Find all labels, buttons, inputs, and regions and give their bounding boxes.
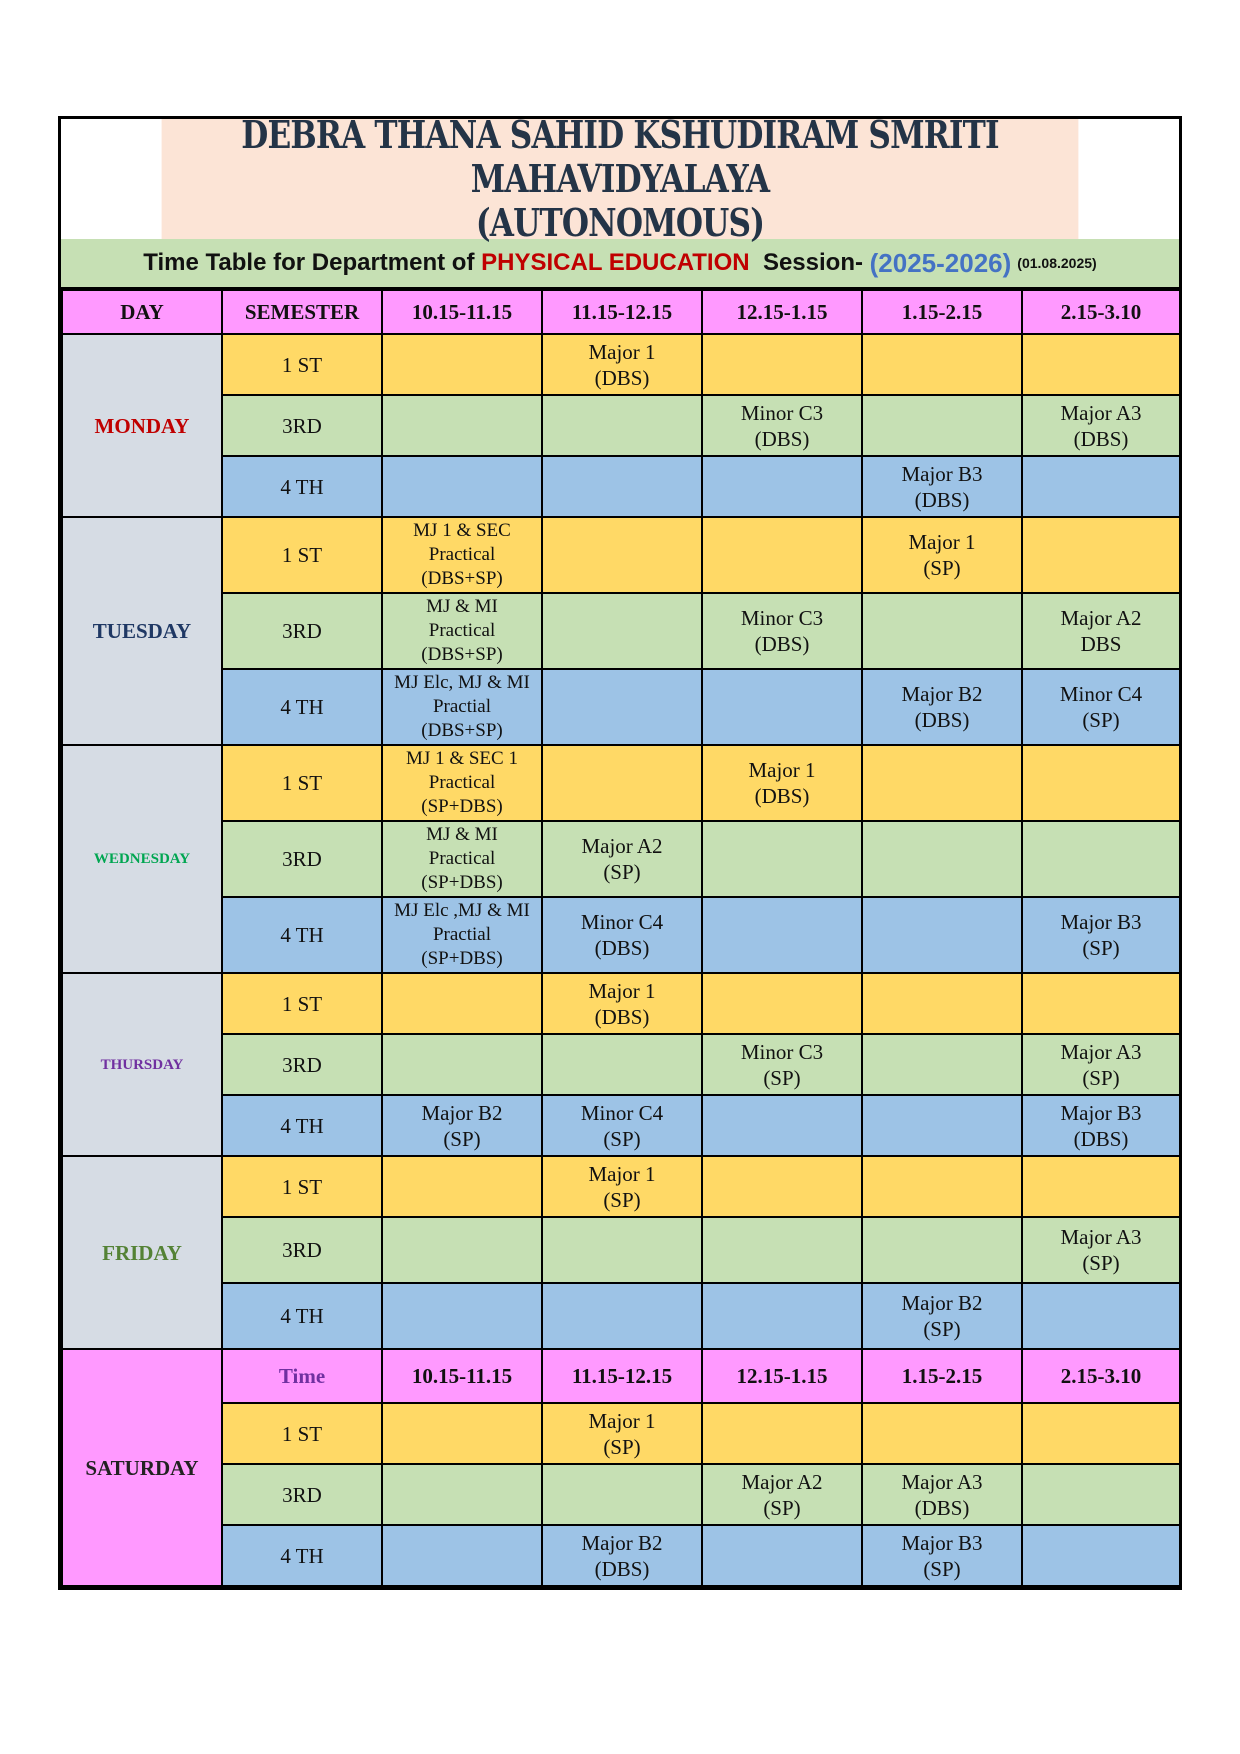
class-cell: Major A2 (SP) <box>702 1464 862 1525</box>
class-cell <box>382 1464 542 1525</box>
class-cell <box>542 1034 702 1095</box>
semester-label: 3RD <box>222 395 382 456</box>
semester-row <box>62 1217 1180 1283</box>
class-cell <box>382 1034 542 1095</box>
class-cell <box>1022 973 1180 1034</box>
class-cell <box>862 1217 1022 1283</box>
col-header-slot: 10.15-11.15 <box>382 290 542 334</box>
class-cell: Minor C4 (SP) <box>542 1095 702 1156</box>
class-cell: Major B2 (SP) <box>862 1283 1022 1349</box>
class-cell <box>702 517 862 593</box>
time-label: Time <box>222 1349 382 1403</box>
class-cell <box>1022 1156 1180 1217</box>
class-cell: Major A2 DBS <box>1022 593 1180 669</box>
semester-label: 3RD <box>222 1034 382 1095</box>
timetable-grid <box>61 289 1181 1587</box>
day-label: FRIDAY <box>62 1156 222 1349</box>
class-cell: Major 1 (DBS) <box>702 745 862 821</box>
class-cell: Major A2 (SP) <box>542 821 702 897</box>
class-cell <box>702 1403 862 1464</box>
class-cell <box>382 973 542 1034</box>
semester-label: 1 ST <box>222 745 382 821</box>
class-cell <box>862 1095 1022 1156</box>
class-cell <box>1022 1464 1180 1525</box>
subtitle-prefix: Time Table for Department of <box>143 249 475 276</box>
department-name: PHYSICAL EDUCATION <box>481 249 750 276</box>
class-cell <box>862 1403 1022 1464</box>
class-cell <box>542 395 702 456</box>
class-cell <box>1022 821 1180 897</box>
semester-label: 4 TH <box>222 669 382 745</box>
class-cell: MJ Elc ,MJ & MI Practial (SP+DBS) <box>382 897 542 973</box>
class-cell <box>382 1283 542 1349</box>
semester-label: 4 TH <box>222 1283 382 1349</box>
class-cell <box>382 395 542 456</box>
class-cell: Major 1 (SP) <box>542 1156 702 1217</box>
class-cell <box>862 593 1022 669</box>
class-cell <box>862 973 1022 1034</box>
col-header-semester: SEMESTER <box>222 290 382 334</box>
semester-row <box>62 669 1180 745</box>
class-cell <box>382 1525 542 1586</box>
session-years: (2025-2026) <box>869 247 1012 278</box>
semester-row <box>62 334 1180 395</box>
class-cell <box>542 517 702 593</box>
class-cell <box>542 745 702 821</box>
class-cell <box>382 1156 542 1217</box>
day-label: THURSDAY <box>62 973 222 1156</box>
semester-row <box>62 745 1180 821</box>
class-cell <box>1022 456 1180 517</box>
class-cell <box>1022 1525 1180 1586</box>
col-header-slot: 1.15-2.15 <box>862 290 1022 334</box>
class-cell <box>542 1283 702 1349</box>
class-cell <box>702 1525 862 1586</box>
class-cell <box>1022 1403 1180 1464</box>
class-cell: Major A3 (DBS) <box>862 1464 1022 1525</box>
class-cell <box>542 593 702 669</box>
class-cell <box>1022 745 1180 821</box>
college-status: (AUTONOMOUS) <box>475 200 765 245</box>
semester-row <box>62 395 1180 456</box>
class-cell <box>702 1283 862 1349</box>
class-cell <box>702 973 862 1034</box>
semester-label: 4 TH <box>222 1095 382 1156</box>
col-header-day: DAY <box>62 290 222 334</box>
class-cell <box>542 669 702 745</box>
class-cell <box>862 897 1022 973</box>
class-cell <box>542 456 702 517</box>
semester-row <box>62 1403 1180 1464</box>
class-cell <box>702 456 862 517</box>
class-cell: Major 1 (DBS) <box>542 973 702 1034</box>
college-title <box>162 112 1079 245</box>
class-cell: MJ & MI Practical (DBS+SP) <box>382 593 542 669</box>
class-cell <box>862 1034 1022 1095</box>
class-cell <box>1022 334 1180 395</box>
class-cell <box>1022 1283 1180 1349</box>
class-cell: Major B3 (SP) <box>862 1525 1022 1586</box>
class-cell: Major 1 (DBS) <box>542 334 702 395</box>
class-cell: Minor C4 (DBS) <box>542 897 702 973</box>
issue-date: (01.08.2025) <box>1017 255 1097 271</box>
semester-row <box>62 517 1180 593</box>
semester-row <box>62 1525 1180 1586</box>
class-cell: Minor C4 (SP) <box>1022 669 1180 745</box>
class-cell: Major B3 (DBS) <box>862 456 1022 517</box>
semester-row <box>62 1095 1180 1156</box>
class-cell <box>702 1156 862 1217</box>
semester-label: 4 TH <box>222 456 382 517</box>
slot-header: 11.15-12.15 <box>542 1349 702 1403</box>
time-header-row <box>62 1349 1180 1403</box>
class-cell <box>702 821 862 897</box>
semester-label: 3RD <box>222 821 382 897</box>
class-cell: MJ 1 & SEC 1 Practical (SP+DBS) <box>382 745 542 821</box>
class-cell: Major B2 (DBS) <box>542 1525 702 1586</box>
class-cell: Minor C3 (DBS) <box>702 395 862 456</box>
class-cell <box>862 745 1022 821</box>
class-cell <box>702 334 862 395</box>
semester-row <box>62 821 1180 897</box>
semester-row <box>62 1034 1180 1095</box>
semester-row <box>62 456 1180 517</box>
timetable-sheet <box>58 112 1182 1590</box>
semester-label: 1 ST <box>222 973 382 1034</box>
col-header-slot: 11.15-12.15 <box>542 290 702 334</box>
class-cell <box>542 1217 702 1283</box>
class-cell: MJ 1 & SEC Practical (DBS+SP) <box>382 517 542 593</box>
class-cell <box>862 395 1022 456</box>
semester-label: 1 ST <box>222 1403 382 1464</box>
slot-header: 10.15-11.15 <box>382 1349 542 1403</box>
semester-row <box>62 973 1180 1034</box>
day-label: SATURDAY <box>62 1349 222 1586</box>
class-cell: Major A3 (SP) <box>1022 1217 1180 1283</box>
class-cell: Major 1 (SP) <box>862 517 1022 593</box>
col-header-slot: 12.15-1.15 <box>702 290 862 334</box>
semester-label: 1 ST <box>222 334 382 395</box>
semester-label: 1 ST <box>222 1156 382 1217</box>
day-label: WEDNESDAY <box>62 745 222 973</box>
class-cell: Major B2 (SP) <box>382 1095 542 1156</box>
class-cell <box>702 897 862 973</box>
class-cell: Major B2 (DBS) <box>862 669 1022 745</box>
semester-row <box>62 1464 1180 1525</box>
semester-row <box>62 1156 1180 1217</box>
day-label: TUESDAY <box>62 517 222 745</box>
slot-header: 2.15-3.10 <box>1022 1349 1180 1403</box>
class-cell: Major B3 (DBS) <box>1022 1095 1180 1156</box>
class-cell <box>862 1156 1022 1217</box>
class-cell <box>382 1217 542 1283</box>
column-header-row <box>62 290 1180 334</box>
class-cell: MJ Elc, MJ & MI Practial (DBS+SP) <box>382 669 542 745</box>
class-cell: Major B3 (SP) <box>1022 897 1180 973</box>
semester-label: 1 ST <box>222 517 382 593</box>
semester-row <box>62 593 1180 669</box>
semester-label: 3RD <box>222 1464 382 1525</box>
semester-label: 3RD <box>222 1217 382 1283</box>
semester-row <box>62 897 1180 973</box>
col-header-slot: 2.15-3.10 <box>1022 290 1180 334</box>
class-cell <box>382 334 542 395</box>
class-cell <box>382 1403 542 1464</box>
college-name: DEBRA THANA SAHID KSHUDIRAM SMRITI MAHAVIDYALAYA <box>241 112 999 201</box>
class-cell <box>862 821 1022 897</box>
class-cell <box>702 669 862 745</box>
class-cell <box>382 456 542 517</box>
class-cell: Minor C3 (SP) <box>702 1034 862 1095</box>
timetable-subtitle <box>61 239 1179 289</box>
class-cell <box>702 1095 862 1156</box>
class-cell <box>862 334 1022 395</box>
semester-label: 4 TH <box>222 897 382 973</box>
class-cell: Major A3 (SP) <box>1022 1034 1180 1095</box>
class-cell <box>702 1217 862 1283</box>
slot-header: 1.15-2.15 <box>862 1349 1022 1403</box>
class-cell: MJ & MI Practical (SP+DBS) <box>382 821 542 897</box>
class-cell <box>542 1464 702 1525</box>
slot-header: 12.15-1.15 <box>702 1349 862 1403</box>
semester-label: 3RD <box>222 593 382 669</box>
class-cell <box>1022 517 1180 593</box>
session-label: Session- <box>762 249 863 276</box>
semester-label: 4 TH <box>222 1525 382 1586</box>
day-label: MONDAY <box>62 334 222 517</box>
class-cell: Major A3 (DBS) <box>1022 395 1180 456</box>
class-cell: Major 1 (SP) <box>542 1403 702 1464</box>
semester-row <box>62 1283 1180 1349</box>
class-cell: Minor C3 (DBS) <box>702 593 862 669</box>
